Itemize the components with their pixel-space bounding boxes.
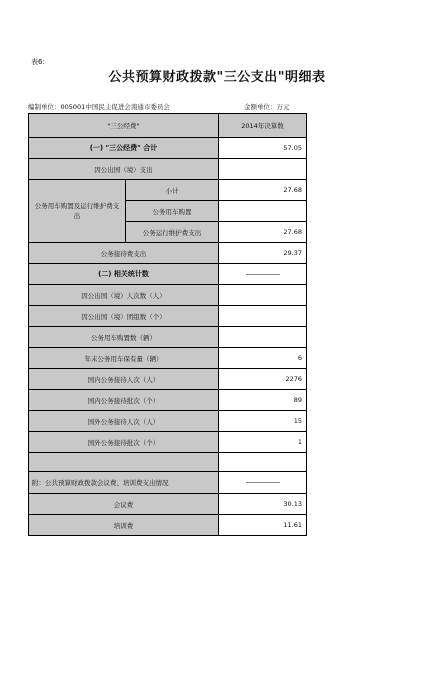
abroad-value: [219, 159, 307, 180]
stat-row-value: 15: [219, 411, 307, 432]
total-label: (一) "三公经费" 合计: [29, 138, 219, 159]
stats-section-value: [219, 264, 307, 285]
stat-row-label: 国内公务接待批次（个）: [29, 390, 219, 411]
stat-row-value: 1: [219, 432, 307, 453]
training-value: 11.61: [219, 515, 307, 536]
reception-value: 29.37: [219, 243, 307, 264]
note-label: 附：公共预算财政拨款会议费、培训费支出情况: [29, 472, 219, 494]
stat-row-label: 年末公务用车保有量（辆）: [29, 348, 219, 369]
purchase-label: 公务用车购置: [126, 201, 219, 222]
abroad-label: 因公出国（境）支出: [29, 159, 219, 180]
dash-line: [246, 482, 280, 483]
spacer-row-value: [219, 453, 307, 472]
purchase-value: [219, 201, 307, 222]
subtotal-value: 27.68: [219, 180, 307, 201]
spacer-row-label: [29, 453, 219, 472]
training-label: 培训费: [29, 515, 219, 536]
stat-row-value: 2276: [219, 369, 307, 390]
dash-line: [246, 274, 280, 275]
stats-section-label: (二) 相关统计数: [29, 264, 219, 285]
stat-row-label: 国外公务接待人次（人）: [29, 411, 219, 432]
total-value: 57.05: [219, 138, 307, 159]
maintenance-label: 公务运行维护费支出: [126, 222, 219, 243]
amount-unit: 金额单位：万元: [244, 103, 290, 111]
stat-row-label: 国内公务接待人次（人）: [29, 369, 219, 390]
stat-row-label: 因公出国（境）人次数（人）: [29, 285, 219, 306]
stat-row-label: 因公出国（境）团组数（个）: [29, 306, 219, 327]
reception-label: 公务接待费支出: [29, 243, 219, 264]
stat-row-label: 国外公务接待批次（个）: [29, 432, 219, 453]
header-item-cell: "三公经费": [29, 114, 219, 138]
three-public-expenses-table: [28, 113, 307, 536]
stat-row-value: 89: [219, 390, 307, 411]
reporting-unit: 编制单位：005001中国民主促进会南通市委员会: [28, 103, 170, 111]
stat-row-value: [219, 327, 307, 348]
table-number: 表6:: [31, 58, 45, 66]
stat-row-value: 6: [219, 348, 307, 369]
stat-row-value: [219, 306, 307, 327]
header-year-cell: 2014年决算数: [219, 114, 307, 138]
stat-row-value: [219, 285, 307, 306]
meeting-label: 会议费: [29, 494, 219, 515]
vehicle-group-label: 公务用车购置及运行维护费支出: [29, 180, 126, 243]
maintenance-value: 27.68: [219, 222, 307, 243]
stat-row-label: 公务用车购置数（辆）: [29, 327, 219, 348]
note-value: [219, 472, 307, 494]
meeting-value: 30.13: [219, 494, 307, 515]
page-title: 公共预算财政拨款"三公支出"明细表: [108, 70, 326, 85]
subtotal-label: 小计: [126, 180, 219, 201]
